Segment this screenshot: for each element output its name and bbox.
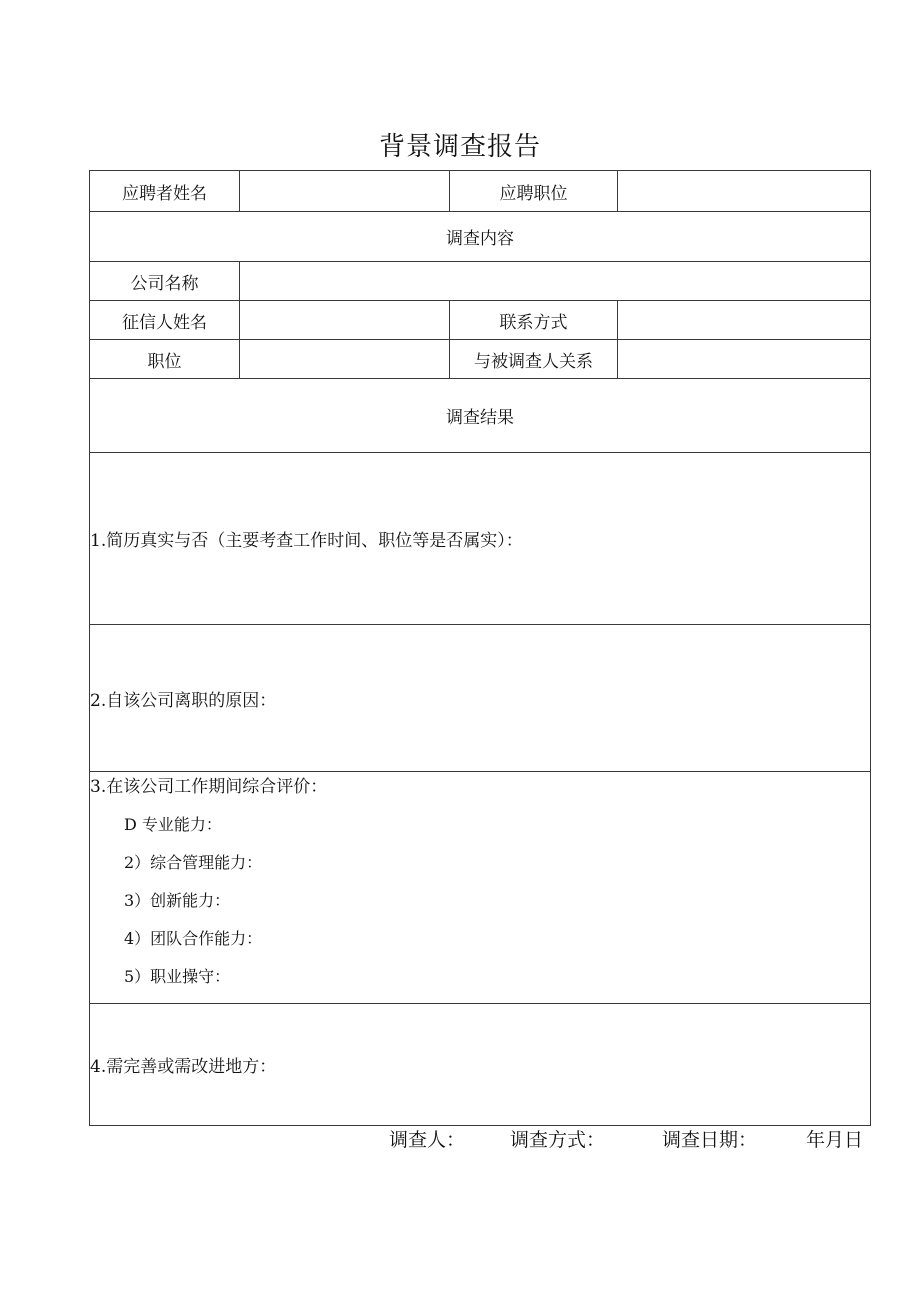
resume-authenticity-question: 1.简历真实与否（主要考查工作时间、职位等是否属实）：: [90, 531, 523, 551]
survey-content-heading: 调查内容: [90, 212, 871, 262]
applicant-name-label: 应聘者姓名: [90, 171, 240, 212]
departure-reason-section[interactable]: [90, 625, 871, 772]
referee-name-label: 征信人姓名: [90, 301, 240, 340]
company-name-label: 公司名称: [90, 262, 240, 301]
list-item: D 专业能力：: [124, 815, 222, 834]
referee-position-label: 职位: [90, 340, 240, 379]
survey-method-label: 调查方式：: [510, 1129, 606, 1151]
contact-label: 联系方式: [450, 301, 618, 340]
position-applied-label: 应聘职位: [450, 171, 618, 212]
applicant-name-field[interactable]: [240, 171, 450, 212]
company-name-field[interactable]: [240, 262, 871, 301]
relationship-field[interactable]: [618, 340, 871, 379]
overall-evaluation-question: 3.在该公司工作期间综合评价：: [90, 777, 328, 797]
investigator-label: 调查人：: [389, 1129, 466, 1151]
referee-name-field[interactable]: [240, 301, 450, 340]
date-suffix: 年月日: [806, 1129, 864, 1151]
overall-evaluation-section[interactable]: [90, 772, 871, 1004]
page-title: 背景调查报告: [378, 132, 541, 162]
signature-footer: [0, 1125, 920, 1155]
list-item: 3）创新能力：: [124, 891, 231, 910]
survey-date-label: 调查日期：: [662, 1129, 758, 1151]
relationship-label: 与被调查人关系: [450, 340, 618, 379]
list-item: 5）职业操守：: [124, 967, 231, 986]
departure-reason-question: 2.自该公司离职的原因：: [90, 690, 277, 711]
position-applied-field[interactable]: [618, 171, 871, 212]
improvement-question: 4.需完善或需改进地方：: [90, 1057, 277, 1077]
referee-position-field[interactable]: [240, 340, 450, 379]
contact-field[interactable]: [618, 301, 871, 340]
survey-result-heading: 调查结果: [90, 379, 871, 453]
list-item: 2）综合管理能力：: [124, 853, 263, 872]
background-check-form: [89, 170, 871, 1126]
evaluation-list: [124, 813, 870, 1003]
list-item: 4）团队合作能力：: [124, 929, 263, 948]
improvement-section[interactable]: [90, 1004, 871, 1126]
resume-authenticity-section[interactable]: [90, 453, 871, 625]
